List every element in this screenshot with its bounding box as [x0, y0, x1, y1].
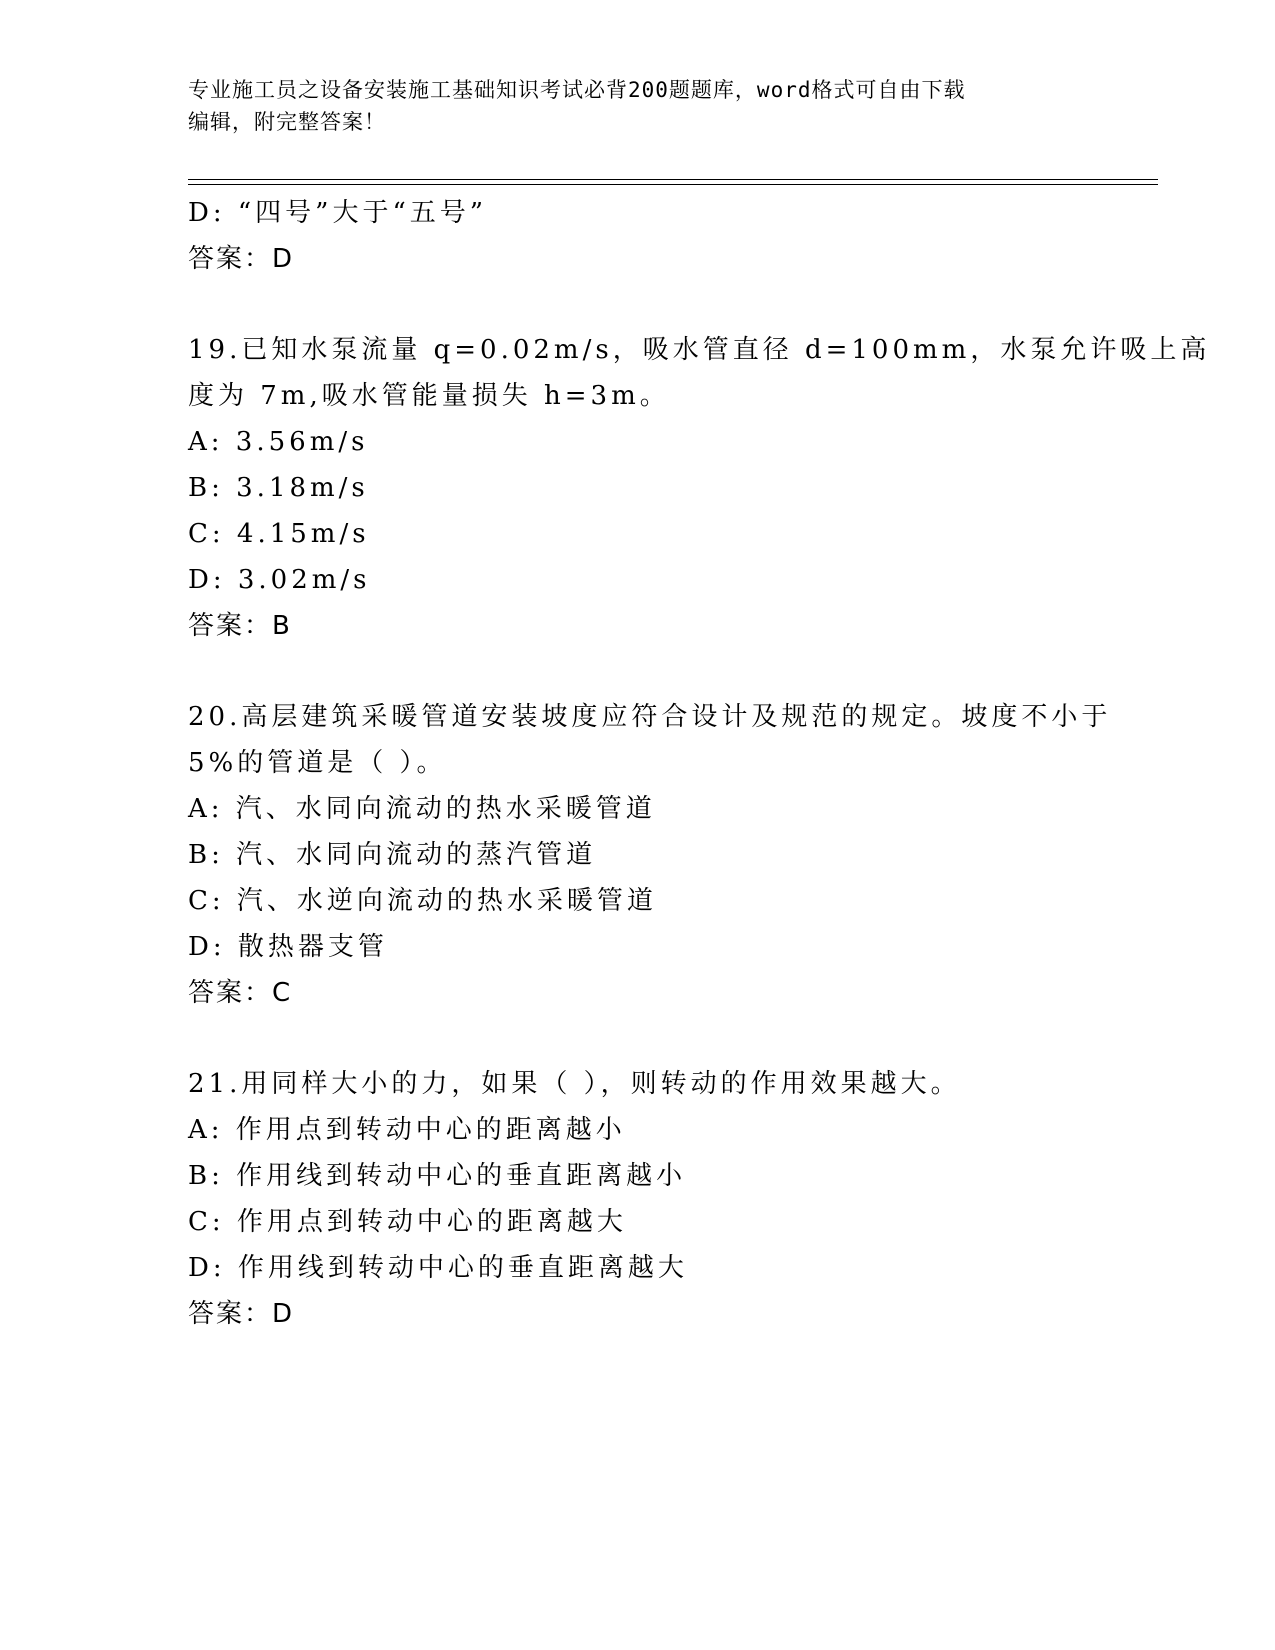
question-stem: 21.用同样大小的力，如果（ ），则转动的作用效果越大。: [188, 1069, 961, 1099]
option-a: A: 汽、水同向流动的热水采暖管道: [188, 794, 656, 824]
question-20: [188, 694, 1112, 1016]
option-a: A: 3.56m/s: [188, 427, 369, 457]
question-21: [188, 1061, 1088, 1337]
option-a: A: 作用点到转动中心的距离越小: [188, 1115, 626, 1145]
option-d: D: 散热器支管: [188, 932, 388, 962]
option-c: C: 4.15m/s: [188, 519, 370, 549]
option-c: C: 汽、水逆向流动的热水采暖管道: [188, 886, 657, 916]
header-line-1: 专业施工员之设备安装施工基础知识考试必背200题题库，word格式可自由下载: [188, 78, 966, 102]
question-19: [188, 327, 1211, 649]
option-d: D: “四号”大于“五号”: [188, 198, 488, 228]
option-d: D: 3.02m/s: [188, 565, 371, 595]
answer-line: 答案：B: [188, 611, 292, 641]
question-stem-continued: 5%的管道是（ ）。: [188, 748, 447, 778]
question-stem: 20.高层建筑采暖管道安装坡度应符合设计及规范的规定。坡度不小于: [188, 702, 1112, 732]
header-divider-top: [188, 179, 1158, 180]
option-c: C: 作用点到转动中心的距离越大: [188, 1207, 627, 1237]
header-divider-bottom: [188, 184, 1158, 185]
question-stem-continued: 度为 7m,吸水管能量损失 h=3m。: [188, 381, 670, 411]
option-b: B: 作用线到转动中心的垂直距离越小: [188, 1161, 687, 1191]
option-d: D: 作用线到转动中心的垂直距离越大: [188, 1253, 688, 1283]
answer-line: 答案：C: [188, 978, 293, 1008]
header-line-2: 编辑，附完整答案！: [188, 110, 386, 134]
question-list: [188, 190, 1211, 1337]
option-b: B: 3.18m/s: [188, 473, 369, 503]
answer-line: 答案：D: [188, 1299, 295, 1329]
document-header: [188, 74, 1088, 138]
question-stem: 19.已知水泵流量 q=0.02m/s，吸水管直径 d=100mm，水泵允许吸上高: [188, 335, 1211, 365]
previous-question-tail: [188, 190, 1088, 282]
answer-line: 答案：D: [188, 244, 295, 274]
option-b: B: 汽、水同向流动的蒸汽管道: [188, 840, 597, 870]
